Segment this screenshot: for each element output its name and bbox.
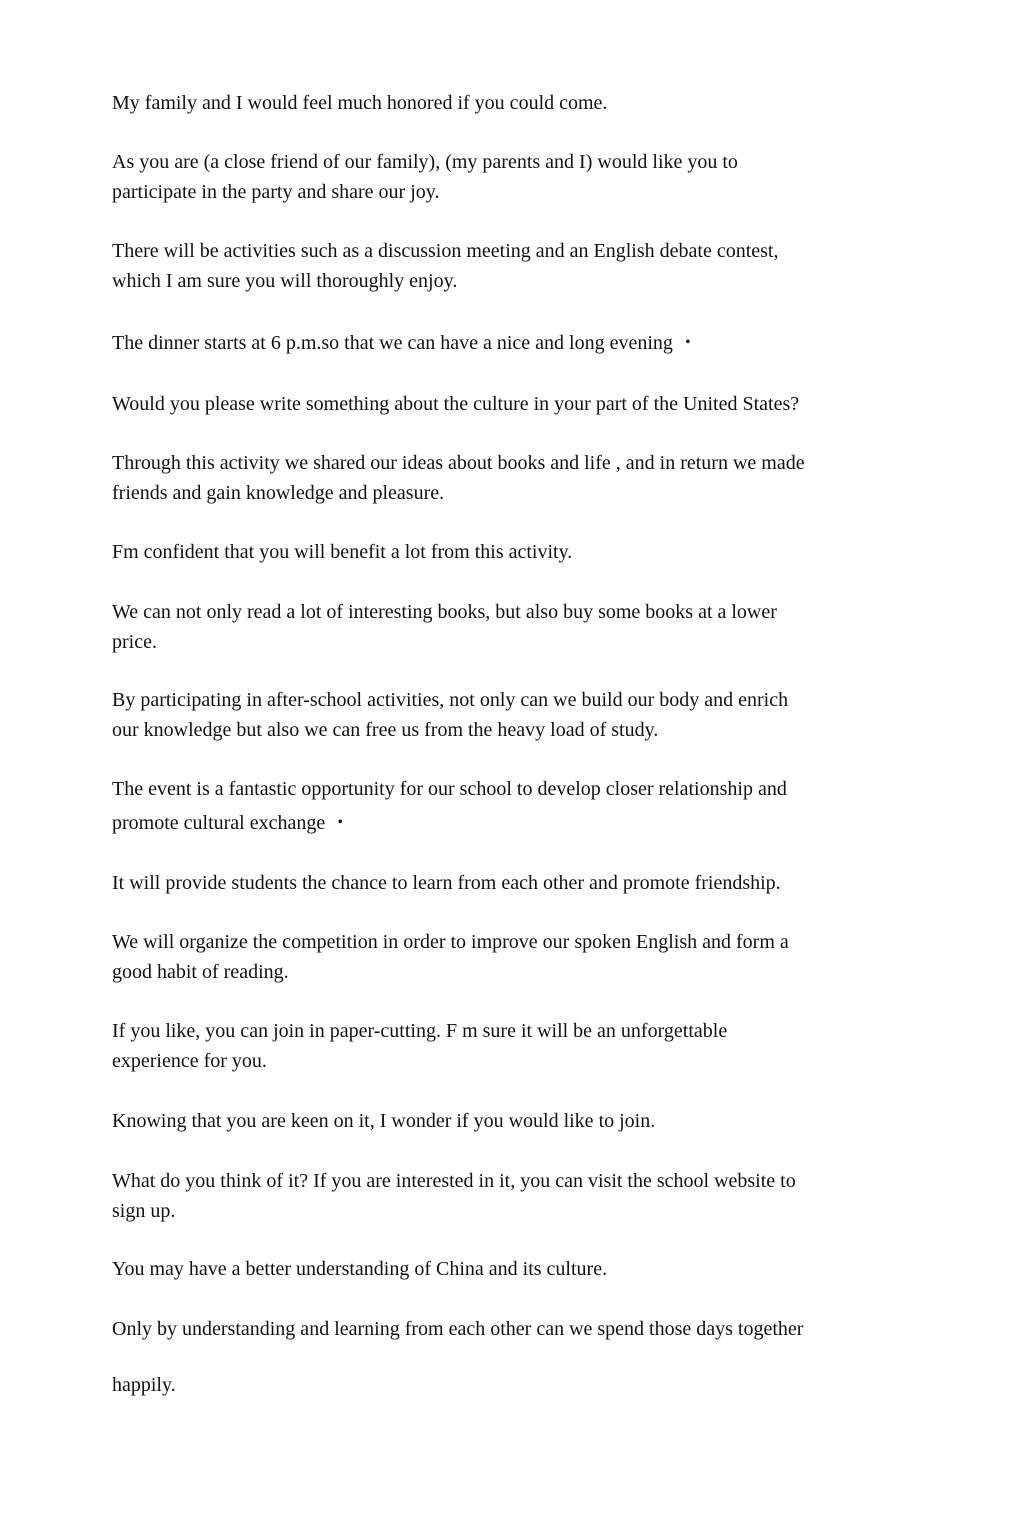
paragraph-9 (112, 685, 912, 745)
paragraph-14 (112, 1106, 912, 1136)
paragraph-line: Would you please write something about the culture in your part of the United States? (112, 393, 800, 415)
paragraph-line: happily. (112, 1374, 176, 1396)
paragraph-line: friends and gain knowledge and pleasure. (112, 482, 445, 504)
paragraph-18 (112, 1370, 912, 1400)
paragraph-line: My family and I would feel much honored if you could come. (112, 92, 608, 114)
paragraph-16 (112, 1254, 912, 1284)
paragraph-line: The dinner starts at 6 p.m.so that we can have a nice and long evening ・ (112, 332, 698, 354)
paragraph-line: participate in the party and share our joy. (112, 181, 440, 203)
paragraph-11 (112, 868, 912, 898)
paragraph-line: good habit of reading. (112, 961, 289, 983)
paragraph-line: experience for you. (112, 1050, 267, 1072)
paragraph-line: You may have a better understanding of China and its culture. (112, 1258, 608, 1280)
paragraph-line: price. (112, 631, 157, 653)
paragraph-13 (112, 1016, 912, 1076)
paragraph-6 (112, 448, 912, 508)
paragraph-line: Knowing that you are keen on it, I wonder if you would like to join. (112, 1110, 656, 1132)
paragraph-line: sign up. (112, 1200, 176, 1222)
paragraph-5 (112, 389, 912, 419)
paragraph-17 (112, 1314, 912, 1344)
paragraph-2 (112, 147, 912, 207)
paragraph-line: We can not only read a lot of interesting books, but also buy some books at a lower (112, 601, 777, 623)
paragraph-12 (112, 927, 912, 987)
paragraph-line: It will provide students the chance to learn from each other and promote friendship. (112, 872, 781, 894)
paragraph-line: which I am sure you will thoroughly enjoy. (112, 270, 458, 292)
paragraph-10 (112, 774, 912, 838)
paragraph-line: Fm confident that you will benefit a lot from this activity. (112, 541, 573, 563)
paragraph-8 (112, 597, 912, 657)
paragraph-line: As you are (a close friend of our family), (my parents and I) would like you to (112, 151, 738, 173)
paragraph-7 (112, 537, 912, 567)
paragraph-line: Through this activity we shared our ideas about books and life , and in return we made (112, 452, 805, 474)
paragraph-line: There will be activities such as a discussion meeting and an English debate contest, (112, 240, 779, 262)
paragraph-line: promote cultural exchange ・ (112, 812, 351, 834)
paragraph-15 (112, 1166, 912, 1226)
paragraph-line: If you like, you can join in paper-cutting. F m sure it will be an unforgettable (112, 1020, 728, 1042)
paragraph-3 (112, 236, 912, 296)
paragraph-line: our knowledge but also we can free us from the heavy load of study. (112, 719, 659, 741)
paragraph-line: We will organize the competition in order to improve our spoken English and form a (112, 931, 789, 953)
paragraph-4 (112, 328, 912, 358)
paragraph-line: By participating in after-school activities, not only can we build our body and enrich (112, 689, 789, 711)
paragraph-line: What do you think of it? If you are interested in it, you can visit the school website to (112, 1170, 796, 1192)
paragraph-line: The event is a fantastic opportunity for our school to develop closer relationship and (112, 778, 787, 800)
paragraph-1 (112, 88, 912, 118)
paragraph-line: Only by understanding and learning from each other can we spend those days together (112, 1318, 804, 1340)
